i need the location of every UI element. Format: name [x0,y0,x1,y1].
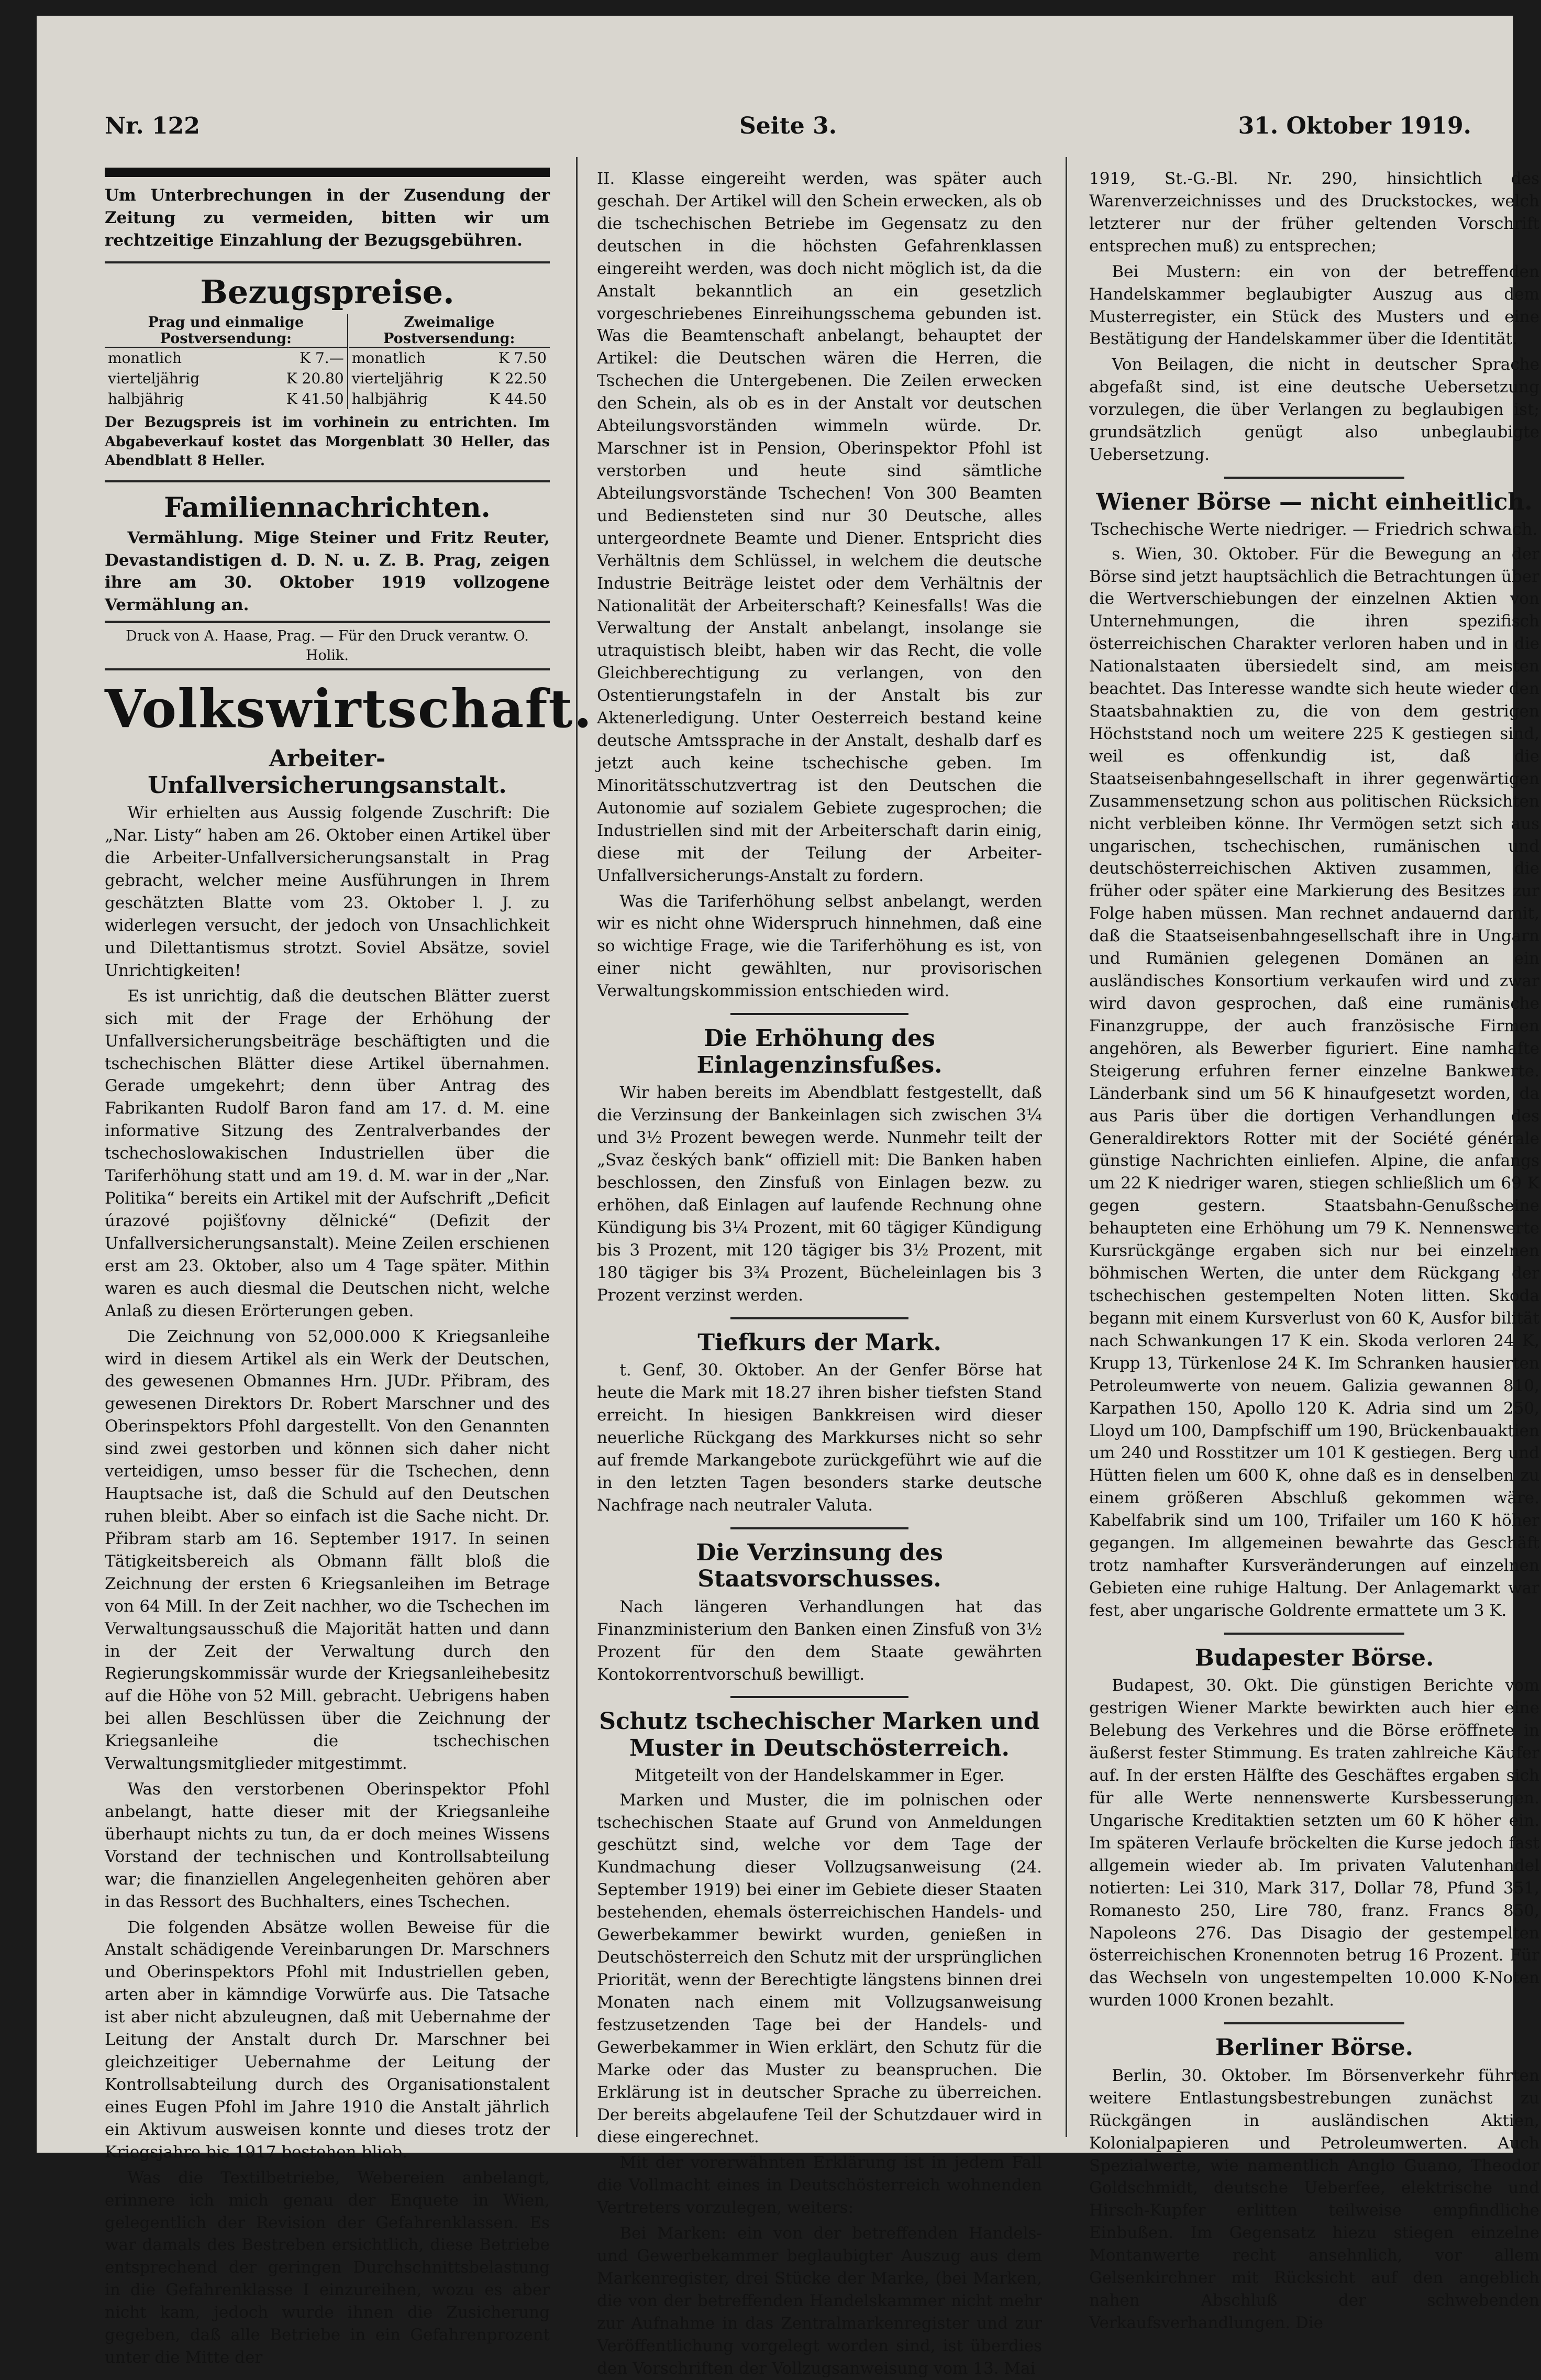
divider [730,1013,908,1015]
article-paragraph: II. Klasse eingereiht werden, was später auch geschah. Der Artikel will den Schein erwecken, als ob die tschechischen Betriebe im Gegensatz zu den deutschen in die höchsten Gefahrenklassen eingereiht werden, was doch nicht möglich ist, da die Anstalt bekanntlich an ein gesetzlich vorgeschriebenes Einreihungsschema gebunden ist. Was die Beamtenschaft anbelangt, behauptet der Artikel: die Deutschen wären die Herren, die Tschechen die Untergebenen. Die Zeilen erwecken den Schein, als ob es in der Anstalt vor deutschen Abteilungsvorständen wimmeln würde. Dr. Marschner ist in Pension, Oberinspektor Pfohl ist verstorben und heute sind sämtliche Abteilungsvorstände Tschechen! Von 300 Beamten und Bediensteten sind nur 30 Deutsche, alles untergeordnete Beamte und Diener. Entspricht dies Verhältnis dem Schlüssel, in welchem die deutsche Industrie Beiträge leistet oder dem Verhältnis der Nationalität der Arbeiterschaft? Keinesfalls! Was die Verwaltung der Anstalt anbelangt, insolange sie utraquistisch bleibt, haben wir das Recht, die volle Gleichberechtigung zu verlangen, von den Ostentierungstafeln in der Anstalt bis zur Aktenerledigung. Unter Oesterreich bestand keine deutsche Amtssprache in der Anstalt, deshalb darf es jetzt auch keine tschechische geben. Im Minoritätsschutzvertrag ist den Deutschen die Autonomie auf sozialem Gebiete zugesprochen; die Industriellen sind mit der Arbeiterschaft darin einig, diese mit der Teilung der Arbeiter-Unfallversicherungs-Anstalt zu fordern. [597,169,1042,885]
vienna-subtitle: Tschechische Werte niedriger. — Friedrich schwach. [1091,519,1538,539]
trademarks-paragraph: Mit der vorerwähnten Erklärung ist in jedem Fall die Vollmacht eines in Deutschösterreich wohnenden Vertreters vorzulegen, weiters: [597,2153,1042,2218]
article-title: Arbeiter-Unfallversicherungsanstalt. [148,745,507,799]
trademarks-paragraph: Von Beilagen, die nicht in deutscher Sprache abgefaßt sind, ist eine deutsche Uebersetzung vorzulegen, die über Verlangen zu beglaubigen ist; grundsätzlich genügt also unbeglaubigte Uebersetzung. [1089,355,1539,465]
trademarks-subtitle: Mitgeteilt von der Handelskammer in Eger. [634,1765,1005,1785]
berlin-paragraph: Berlin, 30. Oktober. Im Börsenverkehr führten weitere Entlastungsbestrebungen zunächst zu Rückgängen in ausländischen Aktien, Kolonialpapieren und Petroleumwerten. Auch Spezialwerte, wie namentlich Anglo Guano, Theodor Goldschmidt, deutsche Ueberfee, elektrische und Hirsch-Kupfer erlitten teilweise empfindliche Einbußen. Im Gegensatz hiezu stiegen einzelne Montanwerte recht ansehnlich, vor allem Gelsenkirchner mit Rücksicht auf den angeblich nahen Abschluß der schwebenden Verkaufsverhandlungen. Die [1089,2066,1539,2332]
issue-number: Nr. 122 [105,113,200,139]
newspaper-page [37,16,1539,2378]
divider [1224,2022,1404,2024]
column-divider [576,157,578,2137]
table-row: monatlich K 7.— monatlich K 7.50 [105,347,550,368]
trademarks-paragraph: 1919, St.-G.-Bl. Nr. 290, hinsichtlich des Warenverzeichnisses und des Druckstockes, welch letzterer nur der früher geltenden Vorschrift entsprechen muß) zu entsprechen; [1089,169,1539,256]
mark-title: Tiefkurs der Mark. [697,1329,941,1356]
vienna-paragraph: s. Wien, 30. Oktober. Für die Bewegung an der Börse sind jetzt hauptsächlich die Betrachtungen über die Wertverschiebungen der einzelnen Aktien von Unternehmungen, die ihren spezifisch österreichischen Charakter verloren haben und in die Nationalstaaten übersiedelt sind, am meisten beachtet. Das Interesse wandte sich heute wieder den Staatsbahnaktien zu, die von dem gestrigen Höchststand noch um weitere 225 K gestiegen sind, weil es offenkundig ist, daß die Staatseisenbahngesellschaft in ihrer gegenwärtigen Zusammensetzung schon aus politischen Rücksichten nicht verbleiben könne. Ihr Vermögen setzt sich aus ungarischen, tschechischen, rumänischen und deutschösterreichischen Aktiven zusammen, die früher oder später eine Markierung des Besitzes zur Folge haben müssen. Man rechnet andauernd damit, daß die Staatseisenbahngesellschaft ihre in Ungarn und Rumänien gelegenen Domänen an ein ausländisches Konsortium verkaufen wird und zwar wird davon gesprochen, daß eine rumänische Finanzgruppe, der auch französische Firmen angehören, als Bewerber figuriert. Eine namhafte Steigerung erfuhren ferner einzelne Bankwerte. Länderbank sind um 56 K hinaufgesetzt worden, da aus Paris über die dortigen Verhandlungen des Generaldirektors Rotter mit der Société générale günstige Nachrichten einliefen. Alpine, die anfangs um 22 K niedriger waren, stiegen schließlich um 69 K gegen gestern. Staatsbahn-Genußscheine behaupteten eine Erhöhung um 79 K. Nennenswerte Kursrückgänge ergaben sich nur bei einzelnen böhmischen Werten, die unter dem Rückgang der tschechischen gestempelten Noten litten. Skoda begann mit einem Kursverlust von 60 K, Ausfor bilität nach Schwankungen 17 K ein. Skoda verloren 24 K, Krupp 13, Türkenlose 24 K. Im Schranken hausierten Petroleumwerte von neuem. Galizia gewannen 810, Karpathen 150, Apollo 120 K. Adria sind um 250, Lloyd um 100, Dampfschiff um 190, Brückenbauaktien um 240 und Rosstitzer um 101 K gestiegen. Berg und Hütten fielen um 600 K, ohne daß es in denselben zu einem größeren Abschluß gekommen wäre. Kabelfabrik sind um 100, Trifailer um 160 K höher gegangen. Im allgemeinen bewahrte das Geschäft trotz namhafter Kursveränderungen auf einzelnen Gebieten eine ruhige Haltung. Der Anlagemarkt war fest, aber ungarische Goldrente ermattete um 3 K. [1089,544,1539,1620]
trademarks-title: Schutz tschechischer Marken und Muster in Deutschösterreich. [599,1708,1040,1762]
article-paragraph: Was den verstorbenen Oberinspektor Pfohl anbelangt, hatte dieser mit der Kriegsanleihe überhaupt nichts zu tun, da er doch meines Wissens Vorstand der technischen und Kontrollsabteilung war; die finanziellen Angelegenheiten gehören aber in das Ressort des Buchhalters, eines Tschechen. [105,1780,550,1911]
budapest-paragraph: Budapest, 30. Okt. Die günstigen Berichte vom gestrigen Wiener Markte bewirkten auch hier eine Belebung des Verkehres und die Börse eröffnete in äußerst fester Stimmung. Es traten zahlreiche Käufer auf. In der ersten Hälfte des Geschäftes ergaben sich für alle Werte nennenswerte Kursbesserungen. Ungarische Kreditaktien setzten um 60 K höher ein. Im späteren Verlaufe bröckelten die Kurse jedoch fast allgemein wieder ab. Im privaten Valutenhandel notierten: Lei 310, Mark 317, Dollar 78, Pfund 351, Romanesto 250, Lire 780, franz. Francs 850, Napoleons 276. Das Disagio der gestempelten österreichischen Kronennoten betrug 16 Prozent. Für das Wechseln von ungestempelten 10.000 K-Noten wurden 1000 Kronen bezahlt. [1089,1676,1539,2010]
page-header [105,113,1471,149]
article-paragraph: Wir erhielten aus Aussig folgende Zuschrift: Die „Nar. Listy“ haben am 26. Oktober einen Artikel über die Arbeiter-Unfallversicherungsanstalt in Prag gebracht, welcher meine Ausführungen in Ihrem geschätzten Blatte vom 23. Oktober l. J. zu widerlegen versucht, der jedoch von Unsachlichkeit und Dilettantismus strotzt. Soviel Absätze, soviel Unrichtigkeiten! [105,803,550,980]
divider [730,1696,908,1698]
imprint: Druck von A. Haase, Prag. — Für den Druck verantw. O. Holik. [126,628,529,664]
trademarks-paragraph: Bei Mustern: ein von der betreffenden Handelskammer beglaubigter Auszug aus dem Musterregister, ein Stück des Musters und eine Bestätigung der Handelskammer über die Identität. [1089,262,1539,349]
state-advance-paragraph: Nach längeren Verhandlungen hat das Finanzministerium den Banken einen Zinsfuß von 3½ Prozent für den dem Staate gewährten Kontokorrentvorschuß bewilligt. [597,1597,1042,1684]
column-2 [597,168,1042,2378]
trademarks-paragraph: Marken und Muster, die im polnischen oder tschechischen Staate auf Grund von Anmeldungen geschützt sind, welche vor dem Tage der Kundmachung dieser Vollzugsanweisung (24. September 1919) bei einer im Gebiete dieser Staaten bestehenden, ehemals österreichischen Handels- und Gewerbekammer bewirkt wurden, genießen in Deutschösterreich den Schutz mit der ursprünglichen Priorität, wenn der Berechtigte längstens binnen drei Monaten nach einem mit Vollzugsanweisung festzusetzenden Tage bei der Handels- und Gewerbekammer in Wien erklärt, den Schutz für die Marke oder das Muster zu beanspruchen. Die Erklärung ist in deutscher Sprache zu überreichen. Der bereits abgelaufene Teil der Schutzdauer wird in diese eingerechnet. [597,1790,1042,2147]
article-paragraph: Die Zeichnung von 52,000.000 K Kriegsanleihe wird in diesem Artikel als ein Werk der Deutschen, des gewesenen Obmannes Hrn. JUDr. Přibram, des gewesenen Direktors Dr. Robert Marschner und des Oberinspektors Pfohl dargestellt. Von den Genannten sind zwei gestorben und können sich daher nicht verteidigen, umso besser für die Tschechen, denn Hauptsache ist, daß die Schuld auf den Deutschen ruhen bleibt. Aber so einfach ist die Sache nicht. Dr. Přibram starb am 16. September 1917. In seinen Tätigkeitsbereich als Obmann fällt bloß die Zeichnung der ersten 6 Kriegsanleihen im Betrage von 64 Mill. In der Zeit nachher, wo die Tschechen im Verwaltungsausschuß die Majorität hatten und dann in der Zeit der Verwaltung durch den Regierungskommissär wurde der Kriegsanleihebesitz auf die Höhe von 52 Mill. gebracht. Uebrigens haben bei allen Beschlüssen über die Zeichnung der Kriegsanleihe die tschechischen Verwaltungsmitglieder mitgestimmt. [105,1327,550,1773]
family-title: Familiennachrichten. [164,491,491,524]
article-paragraph: Was die Tariferhöhung selbst anbelangt, werden wir es nicht ohne Widerspruch hinnehmen, daß eine so wichtige Frage, wie die Tariferhöhung es ist, von einer nicht gewählten, nur provisorischen Verwaltungskommission entschieden wird. [597,891,1042,1001]
budapest-title: Budapester Börse. [1194,1644,1434,1671]
divider [105,668,550,670]
rates-title: Die Erhöhung des Einlagenzinsfußes. [696,1025,943,1078]
mark-paragraph: t. Genf, 30. Oktober. An der Genfer Börse hat heute die Mark mit 18.27 ihren bisher tiefsten Stand erreicht. In hiesigen Bankkreisen wird dieser neuerliche Rückgang des Markkurses nicht so sehr auf fremde Markangebote zurückgeführt wie auf die in den letzten Tagen besonders starke deutsche Nachfrage nach neutraler Valuta. [597,1361,1042,1515]
divider [105,261,550,263]
berlin-title: Berliner Börse. [1215,2034,1414,2062]
column-3 [1089,168,1539,2332]
article-paragraph: Es ist unrichtig, daß die deutschen Blätter zuerst sich mit der Frage der Erhöhung der Unfallversicherungsbeiträge beschäftigten und die tschechischen Blätter diese Artikel übernahmen. Gerade umgekehrt; denn über Antrag des Fabrikanten Rudolf Baron fand am 17. d. M. eine informative Sitzung des Zentralverbandes der tschechoslowakischen Industriellen über die Tariferhöhung statt und am 19. d. M. war in der „Nar. Politika“ bereits ein Artikel mit der Aufschrift „Deficit úrazové pojišťovny dělnické“ (Defizit der Unfallversicherungsanstalt). Meine Zeilen erschienen erst am 23. Oktober, also um 4 Tage später. Mithin waren es auch diesmal die Deutschen nicht, welche Anlaß zu diesen Erörterungen geben. [105,986,550,1320]
divider [105,480,550,482]
column-1 [105,168,593,2367]
issue-date: 31. Oktober 1919. [1238,113,1471,139]
subscription-notice: Um Unterbrechungen in der Zusendung der Zeitung zu vermeiden, bitten wir um rechtzeitige Einzahlung der Bezugsgebühren. [105,186,550,250]
prices-left-head: Prag und einmalige Postversendung: [105,314,348,347]
prices-table [105,314,550,410]
divider [730,1527,908,1529]
table-row: vierteljährig K 20.80 vierteljährig K 22.50 [105,368,550,389]
article-paragraph: Die folgenden Absätze wollen Beweise für die Anstalt schädigende Vereinbarungen Dr. Marschners und Oberinspektors Pfohl mit Industriellen geben, arten aber in kämndige Vorwürfe aus. Die Tatsache ist aber nicht abzuleugnen, daß mit Uebernahme der Leitung der Anstalt durch Dr. Marschner bei gleichzeitiger Uebernahme der Leitung der Kontrollsabteilung durch des Organisationstalent eines Eugen Pfohl im Jahre 1910 die Anstalt jährlich ein Aktivum ausweisen konnte und dieses trotz der Kriegsjahre bis 1917 bestehen blieb. [105,1918,550,2162]
page-number: Seite 3. [739,113,837,139]
state-advance-title: Die Verzinsung des Staatsvorschusses. [696,1539,943,1593]
article-paragraph: Was die Textilbetriebe, Webereien anbelangt, erinnere ich mich genau der Enquete in Wien, gelegentlich der Revision der Gefahrenklassen. Es war damals des Bestreben ersichtlich, diese Betriebe entsprechend der geringen Durchschnittsbelastung in die Gefahrenklasse I einzureihen, wozu es aber nicht kam, jedoch wurde ihnen die Zusicherung gegeben, daß alle Betriebe in ein Gefahrenprozent unter die Mitte der [105,2168,550,2367]
divider [105,621,550,623]
divider [105,168,550,177]
divider [1224,1633,1404,1635]
divider [1224,477,1404,479]
economy-title: Volkswirtschaft. [105,678,593,740]
prices-note: Der Bezugspreis ist im vorhinein zu entrichten. Im Abgabeverkauf kostet das Morgenblatt 30 Heller, das Abendblatt 8 Heller. [105,414,550,469]
table-row: halbjährig K 41.50 halbjährig K 44.50 [105,389,550,409]
prices-right-head: Zweimalige Postversendung: [349,314,550,347]
family-notice: Vermählung. Mige Steiner und Fritz Reuter, Devastandistigen d. D. N. u. Z. B. Prag, zeigen ihre am 30. Oktober 1919 vollzogene Vermählung an. [105,528,550,615]
trademarks-paragraph: Bei Marken: ein von der betreffenden Handels- und Gewerbekammer beglaubigter Auszug aus dem Markenregister, drei Stücke der Marke, (bei Marken, die von der betreffenden Handelskammer nicht mehr zur Aufnahme in das Zentralmarkenregister und zur Veröffentlichung vorgelegt worden sind, ist überdies den Vorschriften der Vollzugsanweisung vom 13. Mai [597,2224,1042,2378]
divider [730,1317,908,1319]
column-divider [1066,157,1067,2137]
rates-paragraph: Wir haben bereits im Abendblatt festgestellt, daß die Verzinsung der Bankeinlagen sich zwischen 3¼ und 3½ Prozent bewegen werde. Nunmehr teilt der „Svaz českých bank“ offiziell mit: Die Banken haben beschlossen, den Zinsfuß von Einlagen bezw. zu erhöhen, daß Einlagen auf laufende Rechnung ohne Kündigung bis 3¼ Prozent, mit 60 tägiger Kündigung bis 3 Prozent, mit 120 tägiger bis 3½ Prozent, mit 180 tägiger bis 3¾ Prozent, Bücheleinlagen bis 3 Prozent verzinst werden. [597,1083,1042,1305]
prices-title: Bezugspreise. [200,272,454,311]
vienna-title: Wiener Börse — nicht einheitlich. [1096,488,1533,515]
